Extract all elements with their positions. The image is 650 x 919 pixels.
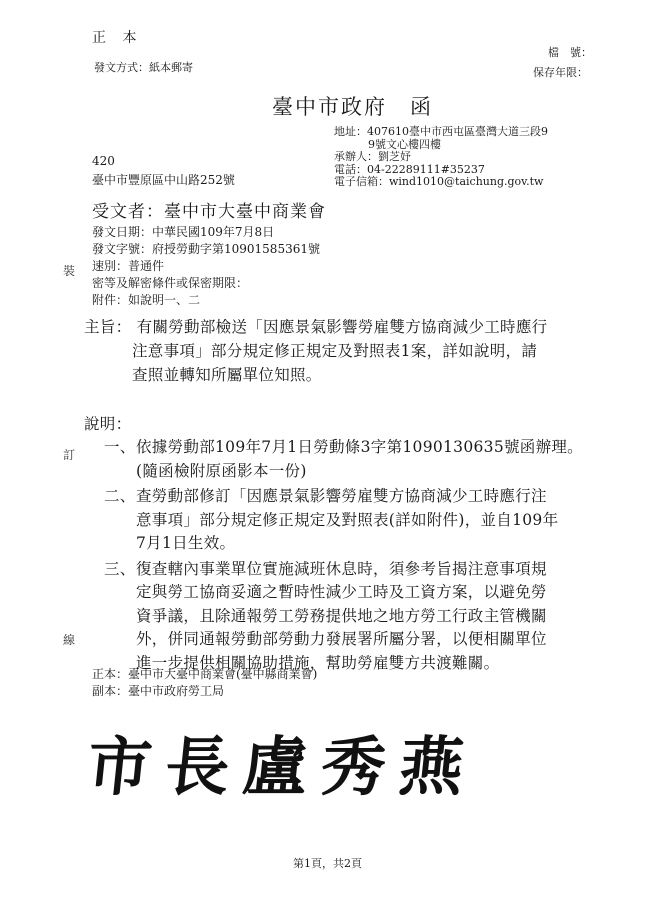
recipient-address: 臺中市豐原區中山路252號 [92, 173, 235, 187]
contact-person: 承辦人：劉芝妤 [334, 150, 411, 163]
distribution-copy: 副本：臺中市政府勞工局 [92, 684, 225, 698]
subject-block [84, 315, 547, 387]
mayor-signature: 市長盧秀燕 [83, 730, 482, 805]
explain-item-3 [104, 558, 624, 676]
distribution-block [92, 666, 317, 700]
binding-mark-zhuang: 裝 [63, 264, 76, 278]
document-title: 臺中市政府 函 [272, 95, 433, 119]
item-line: 意事項」部分規定修正規定及對照表(詳如附件)，並自109年 [136, 510, 559, 529]
explain-label: 說明： [84, 415, 132, 433]
subject-label: 主旨： [84, 318, 132, 336]
binding-mark-xian: 線 [63, 633, 76, 647]
item-line: 定與勞工協商妥適之暫時性減少工時及工資方案，以避免勞 [136, 583, 547, 601]
item-line: 進一步提供相關協助措施，幫助勞雇雙方共渡難關。 [136, 653, 500, 672]
subject-line-1: 有關勞動部檢送「因應景氣影響勞雇雙方協商減少工時應行 [136, 318, 548, 336]
delivery-speed: 速別：普通件 [92, 259, 165, 273]
attachment: 附件：如說明一、二 [92, 293, 201, 307]
item-number: 一、 [104, 438, 136, 456]
recipient: 受文者：臺中市大臺中商業會 [92, 202, 326, 222]
contact-phone: 電話：04-22289111#35237 [334, 162, 485, 176]
address-line-2: 9號文心樓四樓 [368, 137, 441, 151]
secrecy-level: 密等及解密條件或保密期限： [92, 276, 249, 290]
item-number: 二、 [104, 487, 136, 505]
issue-date: 發文日期：中華民國109年7月8日 [92, 225, 275, 239]
meta-block [92, 224, 320, 309]
document-number: 發文字號：府授勞動字第10901585361號 [92, 242, 320, 256]
dispatch-method: 發文方式：紙本郵寄 [94, 61, 193, 74]
file-no-label: 檔 號： [548, 46, 592, 59]
item-line: 資爭議，且除通報勞工勞務提供地之地方勞工行政主管機關 [136, 606, 547, 625]
address-block [334, 126, 548, 189]
item-line: 依據勞動部109年7月1日勞動條3字第1090130635號函辦理。 [136, 438, 583, 456]
item-line: (隨函檢附原函影本一份) [136, 461, 307, 480]
item-number: 三、 [104, 559, 136, 578]
subject-line-3: 查照並轉知所屬單位知照。 [132, 366, 322, 384]
explain-item-1 [104, 436, 624, 483]
item-line: 復查轄內事業單位實施減班休息時，須參考旨揭注意事項規 [136, 559, 547, 578]
address-line-1: 地址：407610臺中市西屯區臺灣大道三段9 [334, 125, 548, 138]
postal-code: 420 [92, 154, 115, 168]
distribution-main: 正本：臺中市大臺中商業會(臺中縣商業會) [92, 667, 318, 681]
subject-line-2: 注意事項」部分規定修正規定及對照表1案，詳如說明，請 [132, 342, 538, 360]
explain-item-2 [104, 485, 624, 556]
retention-label: 保存年限： [533, 66, 588, 79]
item-line: 7月1日生效。 [136, 534, 236, 552]
item-line: 外，併同通報勞動部勞動力發展署所屬分署，以便相關單位 [136, 630, 547, 648]
explain-items [104, 436, 624, 675]
copy-type: 正 本 [92, 30, 143, 46]
contact-email: 電子信箱：wind1010@taichung.gov.tw [334, 175, 544, 188]
item-line: 查勞動部修訂「因應景氣影響勞雇雙方協商減少工時應行注 [136, 487, 547, 505]
page-footer: 第1頁，共2頁 [293, 857, 362, 870]
binding-mark-ding: 訂 [63, 448, 76, 462]
